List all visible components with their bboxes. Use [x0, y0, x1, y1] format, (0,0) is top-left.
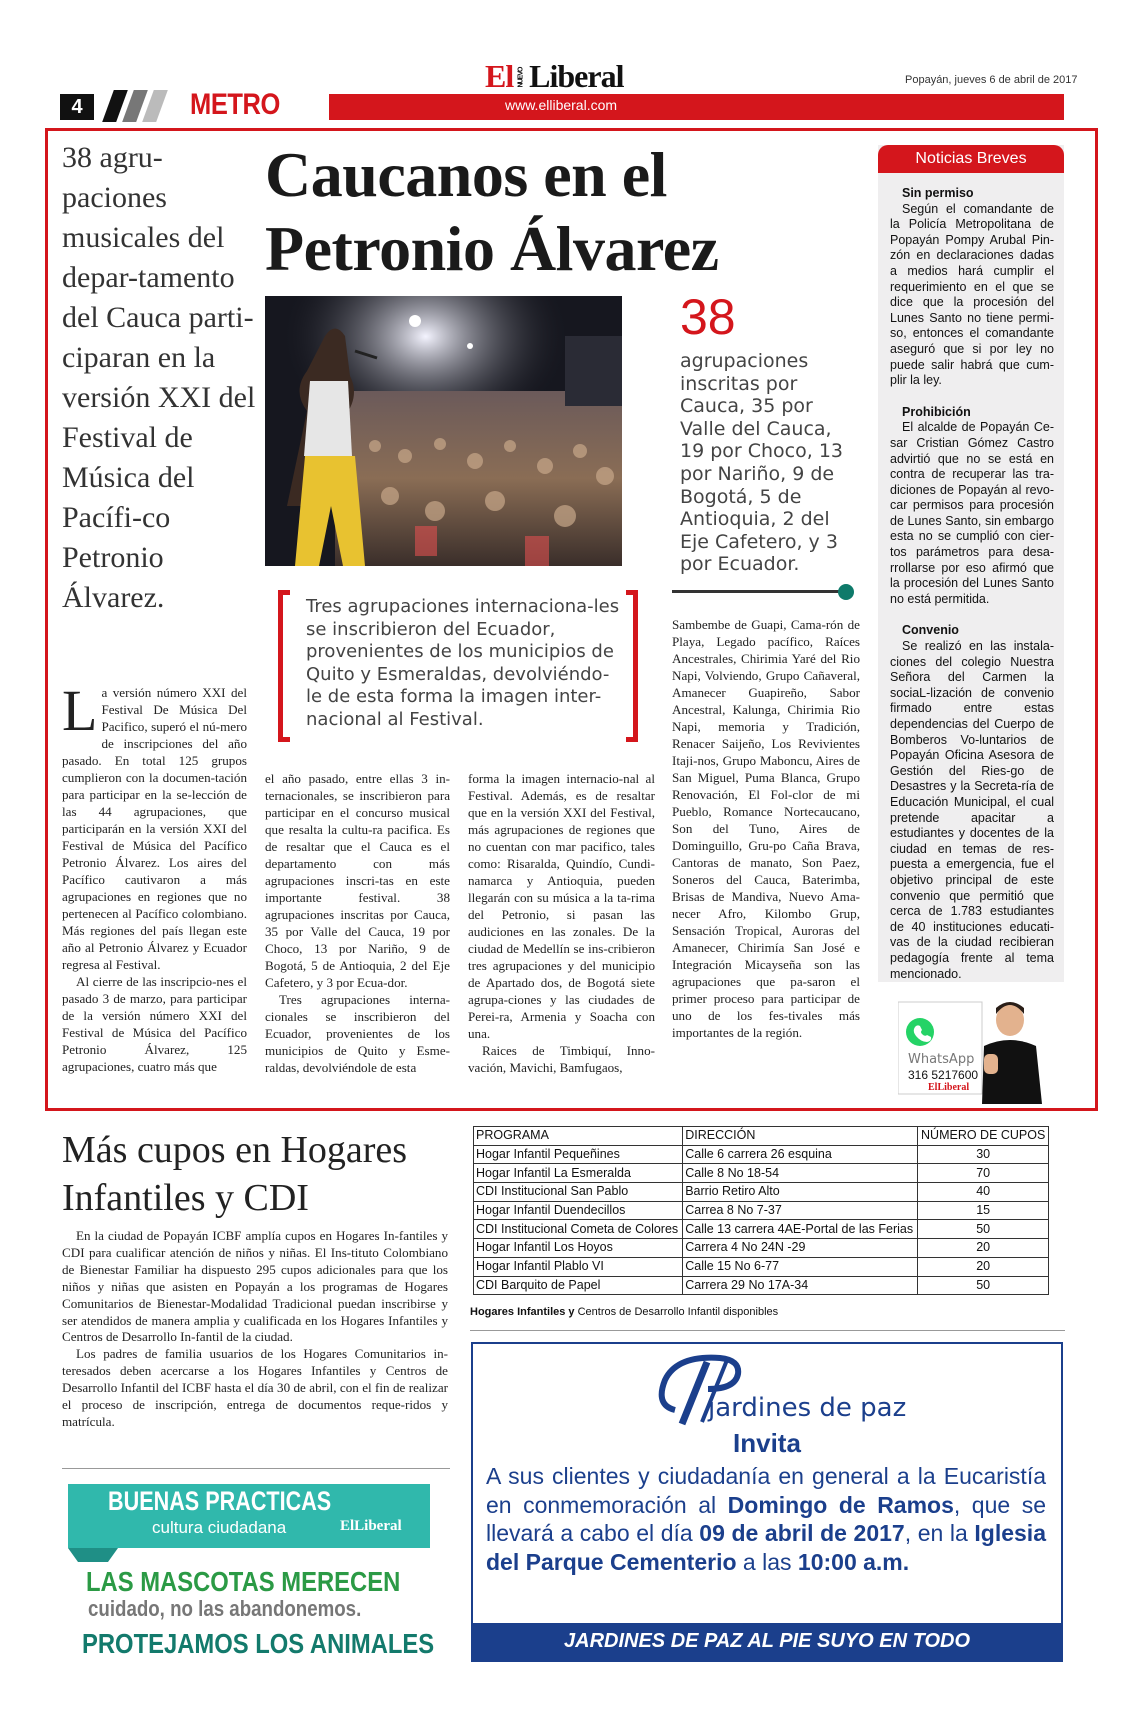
campaign-line-1: LAS MASCOTAS MERECEN	[86, 1566, 401, 1597]
table-cell: CDI Institucional Cometa de Colores	[474, 1220, 683, 1239]
ad-text-bold: Domingo de Ramos	[727, 1491, 954, 1518]
campaign-line-2: cuidado, no las abandonemos.	[88, 1596, 362, 1621]
brief-text: El alcalde de Popayán Ce-sar Cristian Gómez Castro advirtió que no se está en contra de recuperar las tra-diciones de Popayán al revo-car permisos para procesión de Lunes Santo, sin embargo esta no se cumplió con cier-tos parámetros para desa-rrollarse por eso afirmó que la procesión del Lunes Santo no está permitida.	[890, 420, 1054, 606]
banner-tab	[68, 1548, 118, 1562]
briefs-body	[890, 186, 1054, 998]
ad-text: , que se llevará a cabo el día	[486, 1491, 1046, 1546]
table-cell: 50	[918, 1220, 1049, 1239]
ad-text-bold: Iglesia del Parque Cementerio	[486, 1520, 1046, 1575]
story-paragraph: Sambembe de Guapi, Cama-rón de Playa, Legado pacífico, Raíces Ancestrales, Chirimia Yaré del Rio Napi, Volviendo, Grupo Cañaveral, Amanecer Guapireño, Sabor Ancestral, Kalunga, Chirimia Rio Napi, memoria y Tradición, Renacer Saijeño, Los Revivientes Itaji-nos, Grupo Maboncu, Aires de San Miguel, Puma Blanca, Grupo Renovación, El Fol-clor de mi Pueblo, Romance Nortecaucano, Son del Tuno, Aires de Dominguillo, Gru-po Caña Brava, Cantoras de manato, Son Paez, Soneros del Cauca, Baterimba, Brisas de Mandiva, Nuevo Ama-necer Afro, Kilombo Grup, Sensación Tropical, Auroras del Amanecer, Chirimía San José e Integración Micayseña son las agrupaciones que pa-saron el primer proceso para participar de uno de los fes-tivales más importantes de la región.	[672, 617, 860, 1040]
table-header: PROGRAMA	[474, 1127, 683, 1146]
hogares-paragraph: En la ciudad de Popayán ICBF amplía cupos en Hogares In-fantiles y CDI para cualificar atención de niños y niñas. El Ins-tituto Colombiano de Bienestar Familiar ha dispuesto 295 cupos adicionales para que los niños y niñas que asisten en Popayán a los programas de Hogares Comunitarios de Bienestar-Modalidad Tradicional puedan inscribirse y ser atendidos de manera amplia y cualificada en los Hogares Infantiles y Centros de Desarrollo In-fantil de la ciudad.	[62, 1228, 448, 1345]
table-cell: Hogar Infantil Los Hoyos	[474, 1239, 683, 1258]
concert-photo-illustration	[265, 296, 622, 566]
brief-text: Según el comandante de la Policía Metropolitana de Popayán Pompy Arubal Pin-zón en declaraciones dadas a medios hará cumplir el requerimiento en el que se dice que la procesión del Lunes Santo no tiene permi-so, entonces el comandante aseguró que si por ley no puede salir habrá que cum-plir la ley.	[890, 201, 1054, 388]
thumbs-up-icon	[984, 1054, 998, 1074]
logo-name: Liberal	[529, 58, 624, 94]
table-row	[474, 1201, 1049, 1220]
table-row	[474, 1257, 1049, 1276]
story-paragraph: el año pasado, entre ellas 3 in-ternacionales, se inscribieron para participar en el concurso musical que resalta la cultu-ra pacifica. Es de resaltar que el Cauca es el departamento con más agrupaciones inscri-tas en este importante festival. 38 agrupaciones inscritas por Cauca, 35 por Valle del Cauca, 19 por Choco, 13 por Nariño, 9 de Bogotá, 5 de Antioquia, 2 del Eje Cafetero, y 3 por Ecua-dor.	[265, 771, 450, 990]
jardines-text	[486, 1462, 1046, 1576]
ad-text: a las	[736, 1548, 798, 1575]
ad-text-bold: 10:00 a.m.	[797, 1548, 910, 1575]
jardines-slogan: JARDINES DE PAZ AL PIE SUYO EN TODO	[564, 1630, 970, 1652]
dropcap: L	[62, 678, 98, 743]
table-cell: Hogar Infantil Duendecillos	[474, 1201, 683, 1220]
table-cell: Carrera 4 No 24N -29	[683, 1239, 918, 1258]
buenas-practicas-logo: ElLiberal	[340, 1518, 402, 1534]
divider	[62, 1468, 450, 1469]
table-cell: Calle 13 carrera 4AE-Portal de las Ferias	[683, 1220, 918, 1239]
story-paragraph: Raices de Timbiquí, Inno-vación, Mavichi, Bamfugaos,	[468, 1043, 655, 1075]
page-number: 4	[60, 94, 94, 120]
table-cell: Calle 15 No 6-77	[683, 1257, 918, 1276]
whatsapp-ad-illustration	[898, 996, 1042, 1104]
ad-text: , en la	[904, 1520, 975, 1546]
table-cell: 50	[918, 1276, 1049, 1295]
whatsapp-ad[interactable]	[898, 996, 1042, 1104]
story-column-4	[672, 616, 860, 1041]
table-row	[474, 1145, 1049, 1164]
hogares-body	[62, 1228, 448, 1431]
table-row	[474, 1276, 1049, 1295]
brief-title: Sin permiso	[902, 186, 974, 200]
stat-number: 38	[680, 289, 736, 345]
hogares-table	[473, 1126, 1049, 1295]
table-header: DIRECCIÓN	[683, 1127, 918, 1146]
table-row	[474, 1220, 1049, 1239]
table-cell: 40	[918, 1183, 1049, 1202]
whatsapp-label: WhatsApp	[908, 1052, 975, 1067]
pullquote-text: Tres agrupaciones internaciona-les se inscribieron del Ecuador, provenientes de los municipios de Quito y Esmeraldas, devolviéndo-le de esta forma la imagen inter-nacional al Festival.	[306, 596, 620, 730]
story-paragraph: a versión número XXI del Festival De Música Del Pacifico, superó el nú-mero de inscripciones del año pasado. En total 125 grupos cumplieron con la documen-tación para participar en la se-lección de las 44 agrupaciones, que participarán en la versión XXI del Festival de Música del Pacífico Petronio Álvarez. Los aires del Pacífico cautivaron a más agrupaciones en regiones que no pertenecen al Pacífico colombiano. Más regiones del país llegan este año al Petronio Álvarez y Ecuador regresa al Festival.	[62, 685, 247, 972]
table-cell: Calle 8 No 18-54	[683, 1164, 918, 1183]
table-caption-rest: Centros de Desarrollo Infantil disponibles	[574, 1306, 779, 1318]
dateline: Popayán, jueves 6 de abril de 2017	[905, 74, 1078, 86]
hogares-paragraph: Los padres de familia usuarios de los Hogares Comunitarios in-teresados deben acercarse a los Hogares Infantiles y Centros de Desarrollo Infantil del ICBF hasta el día 30 de abril, con el fin de realizar el proceso de inscripción, entrega de documentos reque-ridos y matrícula.	[62, 1346, 448, 1429]
ad-text-bold: 09 de abril de 2017	[699, 1520, 905, 1546]
briefs-heading: Noticias Breves	[878, 145, 1064, 173]
brief-title: Prohibición	[902, 404, 971, 419]
table-cell: 20	[918, 1257, 1049, 1276]
stat-rule	[672, 590, 842, 593]
story-lede: 38 agru-paciones musicales del depar-tamento del Cauca parti-ciparan en la versión XXI del Festival de Música del Pacífi-co Petronio Álvarez.	[62, 141, 256, 614]
buenas-practicas-subtitle: cultura ciudadana	[152, 1518, 287, 1537]
logo-nuevo: NUEVO	[517, 67, 525, 88]
table-row	[474, 1239, 1049, 1258]
table-cell: 70	[918, 1164, 1049, 1183]
story-paragraph: Tres agrupaciones interna-cionales se inscribieron del Ecuador, provenientes de los municipios de Quito y Esme-raldas, devolviéndole de esta	[265, 992, 450, 1075]
brief-title: Convenio	[902, 623, 959, 638]
table-cell: 15	[918, 1201, 1049, 1220]
brief-text: Se realizó en las instala-ciones del colegio Nuestra Señora del Carmen la sociaL-lización de convenio firmado entre estas dependencias del Cuerpo de Bomberos Vo-luntarios de Popayán Oficina Asesora de Gestión del Ries-go de Desastres y la Secreta-ría de Educación Municipal, el cual pretende apacitar a estudiantes y docentes de la ciudad en temas de res-puesta a emergencia, fue el objetivo principal de este convenio que permitió que cerca de 1.783 estudiantes de 40 instituciones educati-vas de la ciudad recibieran pedagogía frente al tema mencionado.	[890, 639, 1054, 981]
concert-photo	[265, 296, 622, 566]
section-name: METRO	[190, 88, 280, 121]
whatsapp-logo: ElLiberal	[928, 1082, 970, 1093]
newspaper-logo[interactable]	[485, 58, 623, 95]
table-caption-bold: Hogares Infantiles y	[470, 1306, 575, 1318]
whatsapp-number[interactable]: 316 5217600	[908, 1068, 979, 1082]
table-cell: Hogar Infantil Pequeñines	[474, 1145, 683, 1164]
story-paragraph: Al cierre de las inscripcio-nes el pasado 3 de marzo, para participar de la versión número XXI del Festival de Música del Pacífico Petronio Álvarez, 125 agrupaciones, cuatro más que	[62, 974, 247, 1074]
buenas-practicas-title: BUENAS PRACTICAS	[108, 1486, 332, 1516]
site-url-link[interactable]: www.elliberal.com	[505, 97, 618, 113]
table-cell: Carrera 29 No 17A-34	[683, 1276, 918, 1295]
stat-text: agrupaciones inscritas por Cauca, 35 por Valle del Cauca, 19 por Choco, 13 por Nariño, 9 de Bogotá, 5 de Antioquia, 2 del Eje Cafetero, y 3 por Ecuador.	[680, 350, 844, 576]
table-cell: Barrio Retiro Alto	[683, 1183, 918, 1202]
table-cell: Calle 6 carrera 26 esquina	[683, 1145, 918, 1164]
table-cell: 20	[918, 1239, 1049, 1258]
table-cell: Carrea 8 No 7-37	[683, 1201, 918, 1220]
table-header: NÚMERO DE CUPOS	[918, 1127, 1049, 1146]
story-column-1	[62, 678, 247, 1075]
divider	[470, 1330, 1065, 1331]
table-cell: CDI Institucional San Pablo	[474, 1183, 683, 1202]
jardines-brand: jardines de paz	[708, 1393, 907, 1423]
hogares-headline: Más cupos en Hogares Infantiles y CDI	[62, 1129, 408, 1219]
story-headline: Caucanos en el Petronio Álvarez	[265, 139, 719, 284]
table-cell: 30	[918, 1145, 1049, 1164]
story-paragraph: forma la imagen internacio-nal al Festival. Además, es de resaltar que en la versión XXI del Festival, más agrupaciones de regiones que no cuentan con mar pacifico, tales como: Risaralda, Quindío, Cundi-namarca y Antioquia, pueden llegarán con su música a la ta-rima del Petronio, si pasan las audiciones en las zonales. De la ciudad de Medellín se ins-cribieron tres agrupaciones y del municipio de Apartado dos, de Bogotá siete agrupa-ciones y las ciudades de Perei-ra, Armenia y Soacha con una.	[468, 771, 655, 1041]
campaign-line-3: PROTEJAMOS LOS ANIMALES	[82, 1628, 435, 1659]
logo-el: El	[485, 58, 514, 94]
table-caption	[470, 1306, 778, 1318]
jardines-invita: Invita	[733, 1428, 801, 1458]
table-row	[474, 1164, 1049, 1183]
table-row	[474, 1183, 1049, 1202]
table-cell: CDI Barquito de Papel	[474, 1276, 683, 1295]
table-cell: Hogar Infantil La Esmeralda	[474, 1164, 683, 1183]
story-column-2	[265, 770, 450, 1076]
story-column-3	[468, 770, 655, 1076]
table-header-row	[474, 1127, 1049, 1146]
table-cell: Hogar Infantil Plablo VI	[474, 1257, 683, 1276]
ad-text: A sus clientes y ciudadanía en general a la Eucaristía en conmemoración al	[486, 1463, 1046, 1518]
stat-dot	[838, 584, 854, 600]
